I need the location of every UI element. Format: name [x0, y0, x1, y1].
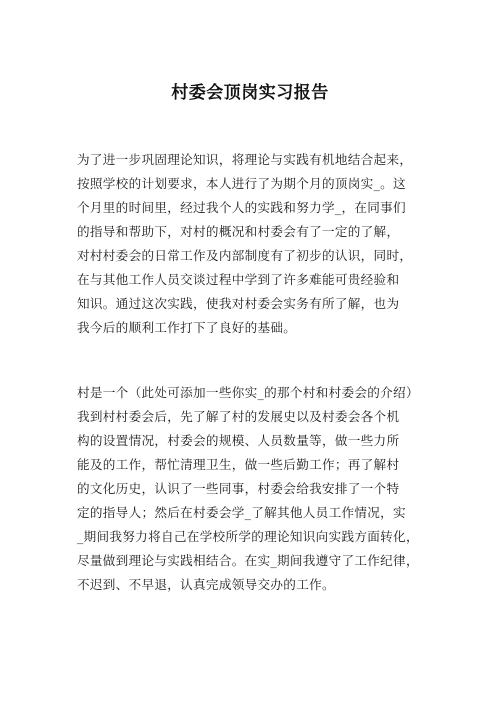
text-line: 在与其他工作人员交谈过程中学到了许多难能可贵经验和 — [77, 272, 400, 287]
text-line: 村是一个（此处可添加一些你实_的那个村和村委会的介绍） — [77, 385, 419, 400]
text-line: 我到村村委会后，先了解了村的发展史以及村委会各个机 — [77, 409, 400, 424]
text-line: 不迟到、不早退，认真完成领导交办的工作。 — [77, 577, 335, 592]
document-title: 村委会顶岗实习报告 — [171, 83, 329, 103]
text-line: _期间我努力将自己在学校所学的理论知识向实践方面转化， — [77, 529, 419, 544]
text-line: 按照学校的计划要求，本人进行了为期个月的顶岗实_。这 — [77, 176, 406, 191]
text-line: 定的指导人；然后在村委会学_了解其他人员工作情况，实 — [77, 505, 406, 520]
paragraph-1 — [77, 148, 427, 340]
text-line: 的指导和帮助下，对村的概况和村委会有了一定的了解， — [77, 224, 400, 239]
text-line: 我今后的顺利工作打下了良好的基础。 — [77, 320, 297, 335]
text-line: 的文化历史，认识了一些同事，村委会给我安排了一个特 — [77, 481, 400, 496]
text-line: 为了进一步巩固理论知识，将理论与实践有机地结合起来， — [77, 152, 413, 167]
paragraph-2 — [77, 381, 427, 597]
text-line: 知识。通过这次实践，使我对村委会实务有所了解，也为 — [77, 296, 400, 311]
text-line: 对村村委会的日常工作及内部制度有了初步的认识，同时， — [77, 248, 413, 263]
text-line: 能及的工作，帮忙清理卫生，做一些后勤工作；再了解村 — [77, 457, 400, 472]
text-line: 个月里的时间里，经过我个人的实践和努力学_，在同事们 — [77, 200, 406, 215]
text-line: 尽量做到理论与实践相结合。在实_期间我遵守了工作纪律， — [77, 553, 419, 568]
text-line: 构的设置情况，村委会的规模、人员数量等，做一些力所 — [77, 433, 400, 448]
